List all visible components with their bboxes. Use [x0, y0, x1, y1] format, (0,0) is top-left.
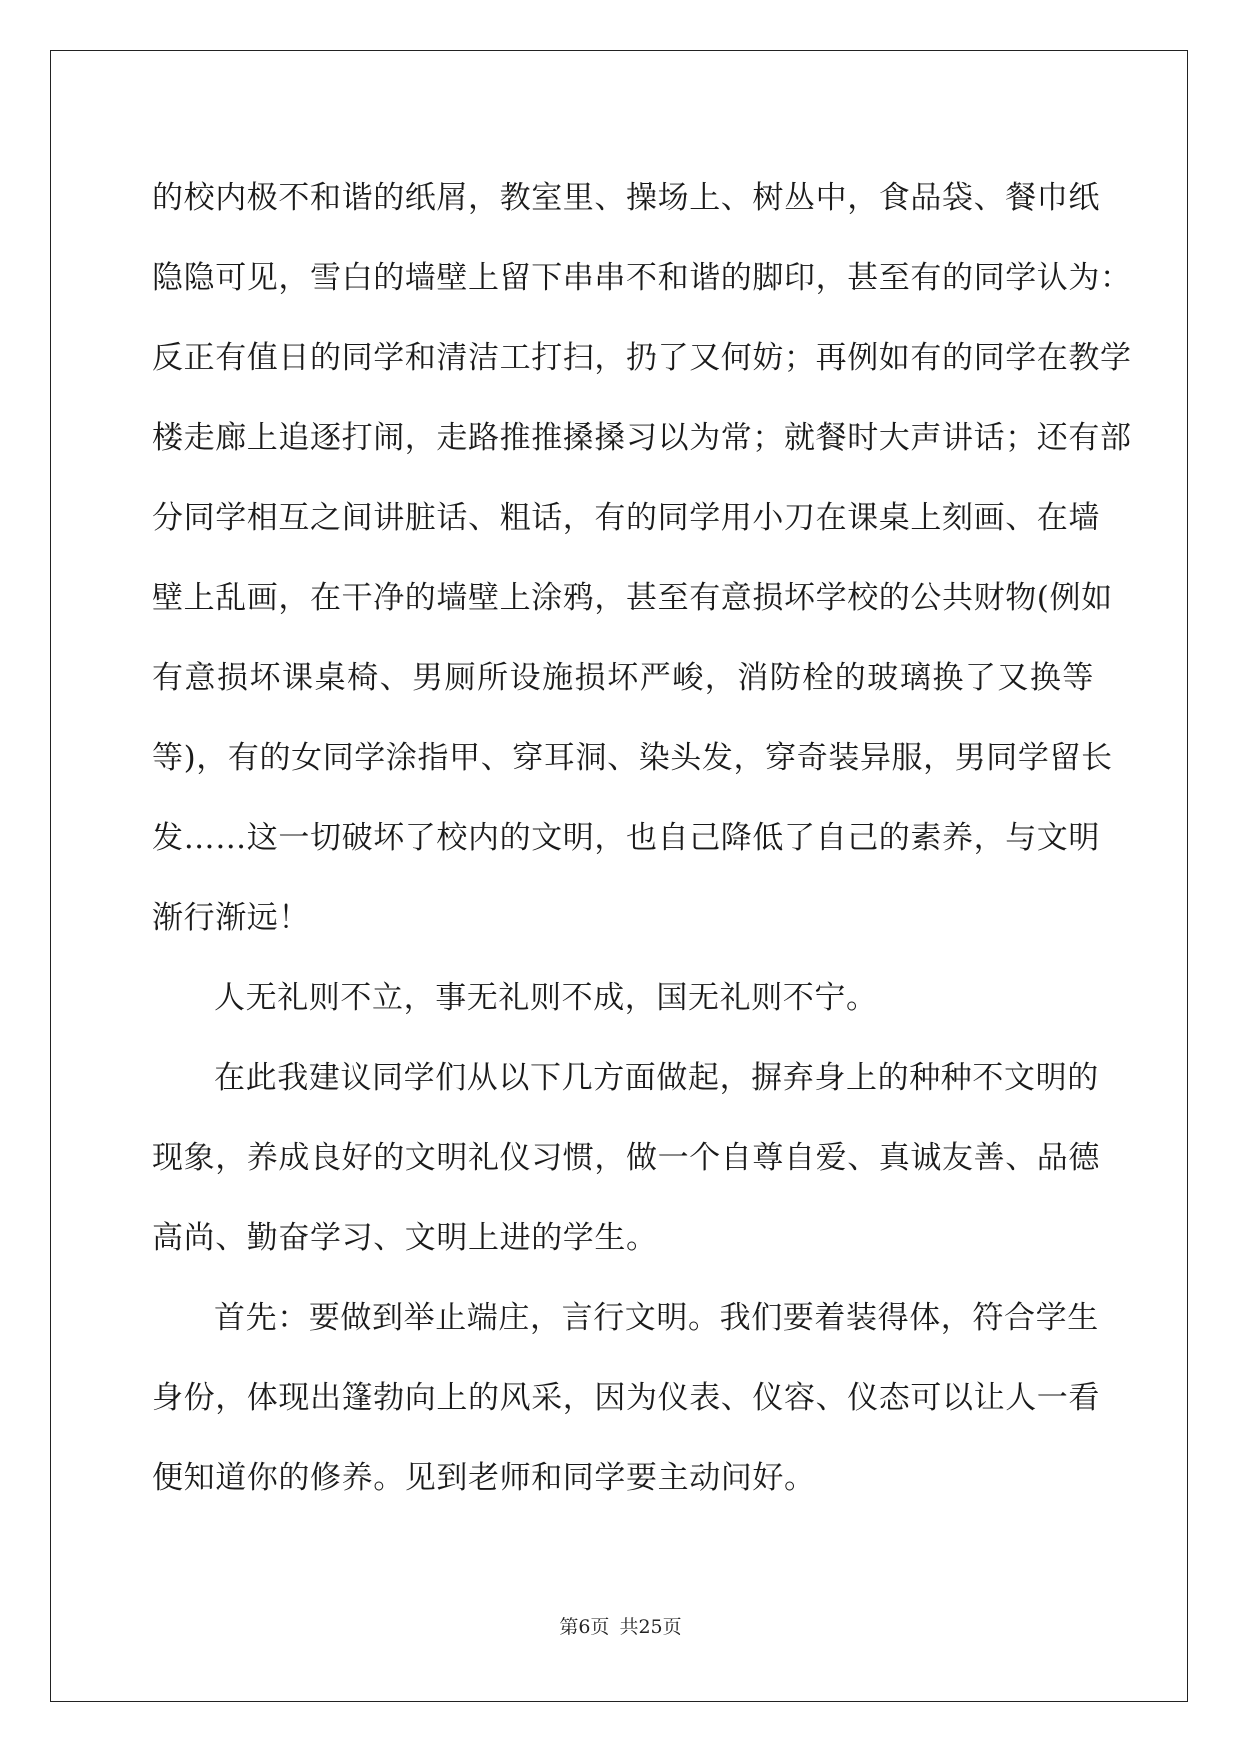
paragraph-first-line: 在此我建议同学们从以下几方面做起，摒弃身上的种种不文明的	[214, 1060, 1099, 1096]
page-footer	[0, 1612, 1241, 1639]
total-pages: 共25页	[619, 1616, 682, 1638]
text-line: 发……这一切破坏了校内的文明，也自己降低了自己的素养，与文明	[152, 820, 1100, 856]
text-line: 反正有值日的同学和清洁工打扫，扔了又何妨；再例如有的同学在教学	[152, 340, 1132, 376]
text-line: 便知道你的修养。见到老师和同学要主动问好。	[152, 1460, 816, 1496]
text-line: 有意损坏课桌椅、男厕所设施损坏严峻，消防栓的玻璃换了又换等	[152, 660, 1094, 696]
page-number: 第6页	[559, 1616, 610, 1638]
text-line: 楼走廊上追逐打闹，走路推推搡搡习以为常；就餐时大声讲话；还有部	[152, 420, 1132, 456]
text-line: 隐隐可见，雪白的墙壁上留下串串不和谐的脚印，甚至有的同学认为：	[152, 260, 1132, 296]
paragraph-first-line: 首先：要做到举止端庄，言行文明。我们要着装得体，符合学生	[214, 1300, 1099, 1336]
text-line: 的校内极不和谐的纸屑，教室里、操场上、树丛中，食品袋、餐巾纸	[152, 180, 1100, 216]
document-body	[152, 158, 1132, 1518]
paragraph-first-line: 人无礼则不立，事无礼则不成，国无礼则不宁。	[214, 980, 878, 1016]
text-line: 高尚、勤奋学习、文明上进的学生。	[152, 1220, 658, 1256]
text-line: 身份，体现出篷勃向上的风采，因为仪表、仪容、仪态可以让人一看	[152, 1380, 1100, 1416]
text-line: 渐行渐远！	[152, 900, 310, 936]
text-line: 壁上乱画，在干净的墙壁上涂鸦，甚至有意损坏学校的公共财物(例如	[152, 580, 1113, 616]
text-line: 分同学相互之间讲脏话、粗话，有的同学用小刀在课桌上刻画、在墙	[152, 500, 1100, 536]
text-line: 等)，有的女同学涂指甲、穿耳洞、染头发，穿奇装异服，男同学留长	[152, 740, 1113, 776]
text-line: 现象，养成良好的文明礼仪习惯，做一个自尊自爱、真诚友善、品德	[152, 1140, 1100, 1176]
